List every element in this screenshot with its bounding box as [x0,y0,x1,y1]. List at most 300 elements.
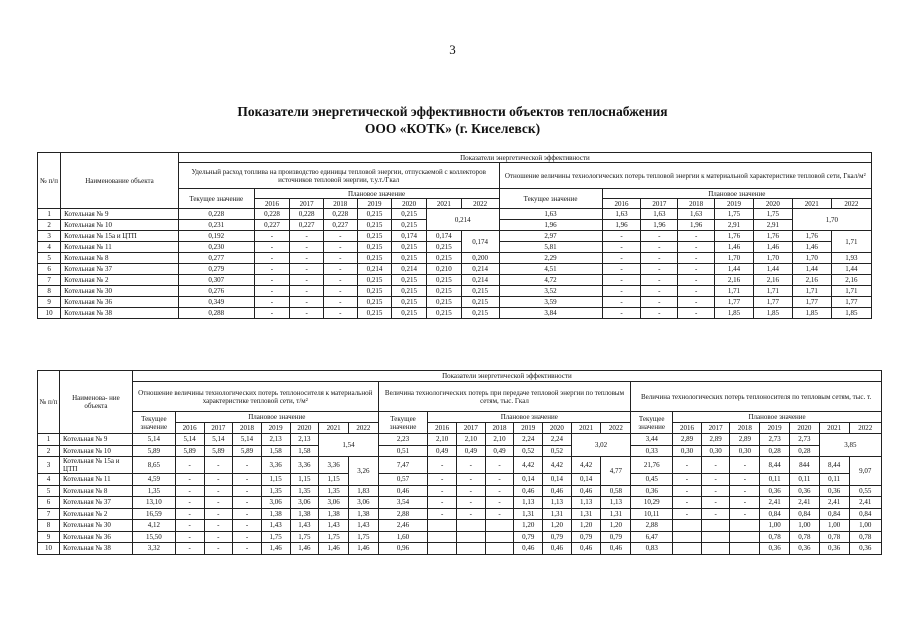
planned-value-cell: 0,227 [290,220,324,231]
current-value-cell: 0,349 [178,297,254,308]
year-header: 2020 [290,423,319,434]
planned-value-cell: 1,85 [753,308,792,319]
year-header: 2022 [601,423,631,434]
merged-value-cell: 0,174 [461,231,499,253]
planned-value-cell: 0,49 [457,445,486,457]
table-row [38,520,882,532]
planned-value-cell: - [290,308,324,319]
row-number: 4 [38,242,61,253]
planned-value-cell: 0,215 [392,253,427,264]
year-header: 2017 [204,423,233,434]
planned-value-cell: 1,85 [715,308,754,319]
planned-value-cell: - [323,242,357,253]
current-value-header: Текущее значение [178,189,254,209]
planned-value-cell: 0,78 [790,531,820,543]
planned-value-cell: - [602,253,641,264]
planned-value-cell: 2,10 [428,434,457,446]
planned-value-cell: 0,36 [819,543,849,555]
planned-value-cell: - [233,520,262,532]
planned-value-header: Плановое значение [175,412,378,423]
planned-value-cell: 0,215 [357,242,392,253]
planned-value-cell: 1,20 [543,520,572,532]
planned-value-cell: 0,14 [514,474,543,486]
current-value-cell: 3,52 [499,286,602,297]
planned-value-header: Плановое значение [254,189,499,199]
object-name: Котельная № 8 [60,485,133,497]
planned-value-cell: - [290,297,324,308]
indicator-header: Отношение величины технологических потерь теплоносителя к материальной характеристике тепловой сети, т/м² [132,382,378,412]
merged-value-cell: 3,02 [571,434,631,457]
planned-value-cell [673,543,702,555]
planned-value-cell: 2,89 [673,434,702,446]
table-row [38,286,872,297]
planned-value-cell: 4,42 [543,457,572,474]
object-name: Котельная № 10 [60,445,133,457]
planned-value-cell: - [678,275,715,286]
planned-value-cell: 2,16 [753,275,792,286]
planned-value-cell: 1,44 [715,264,754,275]
planned-value-cell: 2,41 [760,497,790,509]
planned-value-cell: 1,46 [319,543,349,555]
planned-value-cell: 0,215 [357,231,392,242]
planned-value-cell: 0,174 [427,231,462,242]
planned-value-cell: 0,36 [790,543,820,555]
object-name: Котельная № 2 [61,275,179,286]
year-header: 2016 [428,423,457,434]
current-value-cell: 4,51 [499,264,602,275]
planned-value-cell: 3,36 [290,457,319,474]
current-value-cell: 1,60 [378,531,428,543]
planned-value-header: Плановое значение [428,412,631,423]
planned-value-cell: - [457,474,486,486]
planned-value-cell: 0,215 [427,253,462,264]
planned-value-cell: - [678,264,715,275]
planned-value-cell: - [641,264,678,275]
planned-value-cell: 3,36 [261,457,290,474]
object-name: Котельная № 36 [61,297,179,308]
indicator-header: Удельный расход топлива на производство единицы тепловой энергии, отпускаемой с коллекторов источников тепловой энергии, т.у.т./Гкал [178,163,499,189]
year-header: 2022 [461,199,499,209]
current-value-cell: 0,231 [178,220,254,231]
planned-value-cell: 0,200 [461,253,499,264]
planned-value-cell: 0,52 [543,445,572,457]
current-value-header: Текущее значение [378,412,428,434]
planned-value-cell: 1,96 [678,220,715,231]
planned-value-cell: - [175,531,204,543]
row-number: 5 [38,253,61,264]
planned-value-cell: - [290,242,324,253]
year-header: 2018 [678,199,715,209]
planned-value-cell: 0,46 [601,543,631,555]
planned-value-cell: 1,00 [849,520,881,532]
planned-value-cell: - [204,474,233,486]
current-value-cell: 8,65 [132,457,175,474]
planned-value-cell: 844 [790,457,820,474]
planned-value-cell: 0,49 [485,445,514,457]
row-number: 10 [38,308,61,319]
planned-value-cell: 1,38 [348,508,378,520]
planned-value-cell: 1,20 [601,520,631,532]
planned-value-cell [730,543,760,555]
planned-value-cell: 3,36 [319,457,349,474]
planned-value-cell: 5,89 [233,445,262,457]
planned-value-cell: - [457,457,486,474]
planned-value-cell: 0,79 [601,531,631,543]
planned-value-cell [457,520,486,532]
object-name: Котельная № 11 [60,474,133,486]
planned-value-cell: 1,70 [753,253,792,264]
row-number: 7 [38,275,61,286]
year-header: 2022 [348,423,378,434]
row-number: 5 [38,485,60,497]
year-header: 2020 [392,199,427,209]
row-number: 4 [38,474,60,486]
planned-value-cell: 0,215 [357,209,392,220]
current-value-cell: 7,47 [378,457,428,474]
title-line-1: Показатели энергетической эффективности объектов теплоснабжения [237,104,668,119]
planned-value-cell: - [290,231,324,242]
year-header: 2019 [514,423,543,434]
planned-value-cell [701,543,730,555]
planned-value-cell: 1,75 [753,209,792,220]
planned-value-cell: - [428,497,457,509]
planned-value-cell [485,520,514,532]
planned-value-cell: 1,75 [261,531,290,543]
current-value-cell: 6,47 [631,531,673,543]
planned-value-cell: 0,215 [392,297,427,308]
merged-value-cell: 1,71 [831,231,871,253]
planned-value-cell: 0,215 [357,286,392,297]
current-value-cell: 3,32 [132,543,175,555]
planned-value-cell: 0,46 [514,543,543,555]
planned-value-cell: 1,38 [261,508,290,520]
planned-value-cell: 0,215 [427,242,462,253]
efficiency-table-2 [37,370,882,555]
table-row [38,275,872,286]
header-row [38,371,882,382]
planned-value-cell: - [323,253,357,264]
planned-value-cell: 2,10 [457,434,486,446]
table-row [38,242,872,253]
planned-value-cell: 1,63 [602,209,641,220]
planned-value-cell: 1,00 [760,520,790,532]
planned-value-cell: 0,30 [673,445,702,457]
planned-value-cell: - [428,508,457,520]
planned-value-cell: 0,52 [514,445,543,457]
object-name: Котельная № 37 [61,264,179,275]
planned-value-cell: - [701,508,730,520]
planned-value-cell: - [485,457,514,474]
planned-value-cell: - [641,308,678,319]
planned-value-cell: 0,215 [461,297,499,308]
planned-value-cell: 0,228 [290,209,324,220]
planned-value-cell: 0,214 [357,264,392,275]
current-value-cell: 0,228 [178,209,254,220]
planned-value-cell: 1,71 [715,286,754,297]
planned-value-cell: 0,11 [760,474,790,486]
planned-value-cell: 4,42 [571,457,601,474]
planned-value-cell: 0,215 [357,297,392,308]
planned-value-cell: - [641,275,678,286]
planned-value-cell: - [730,457,760,474]
planned-value-cell: - [602,231,641,242]
merged-value-cell: 4,77 [601,457,631,486]
planned-value-cell: 1,46 [792,242,831,253]
planned-value-cell: - [175,497,204,509]
planned-value-cell: 1,44 [831,264,871,275]
object-name: Котельная № 10 [61,220,179,231]
planned-value-cell: - [204,508,233,520]
planned-value-cell: 3,06 [261,497,290,509]
current-value-cell: 5,89 [132,445,175,457]
year-header: 2020 [753,199,792,209]
planned-value-cell: - [204,485,233,497]
planned-value-cell: - [204,520,233,532]
table-row [38,209,872,220]
current-value-cell: 0,51 [378,445,428,457]
planned-value-cell: 0,215 [427,308,462,319]
planned-value-cell [673,531,702,543]
planned-value-cell [485,531,514,543]
object-name: Котельная № 2 [60,508,133,520]
header-row [38,153,872,163]
planned-value-cell: 0,228 [323,209,357,220]
planned-value-cell: 1,76 [792,231,831,242]
planned-value-cell: 2,16 [792,275,831,286]
current-value-cell: 3,44 [631,434,673,446]
planned-value-cell: 0,215 [392,242,427,253]
current-value-cell: 2,88 [378,508,428,520]
planned-value-cell: 2,91 [715,220,754,231]
planned-value-cell: 0,46 [514,485,543,497]
planned-value-cell: - [323,286,357,297]
planned-value-cell: 1,46 [348,543,378,555]
planned-value-cell: 0,214 [461,264,499,275]
planned-value-cell: - [701,457,730,474]
planned-value-cell: 1,70 [792,253,831,264]
current-value-cell: 10,11 [631,508,673,520]
planned-value-cell: 0,79 [543,531,572,543]
planned-value-cell: - [204,531,233,543]
planned-value-cell: 0,215 [427,297,462,308]
planned-value-cell: 0,30 [701,445,730,457]
planned-value-cell: - [602,286,641,297]
current-value-cell: 5,81 [499,242,602,253]
planned-value-cell: 0,84 [849,508,881,520]
year-header: 2022 [849,423,881,434]
planned-value-cell: 0,215 [357,275,392,286]
planned-value-cell: 0,46 [543,543,572,555]
planned-value-cell: 0,228 [254,209,290,220]
planned-value-cell: 0,36 [819,485,849,497]
planned-value-cell: 1,00 [790,520,820,532]
year-header: 2021 [427,199,462,209]
planned-value-cell: - [602,308,641,319]
planned-value-cell: 8,44 [819,457,849,474]
current-value-cell: 2,46 [378,520,428,532]
planned-value-cell: - [323,231,357,242]
year-header: 2017 [641,199,678,209]
planned-value-cell [428,520,457,532]
planned-value-cell: 0,46 [571,485,601,497]
planned-value-cell: - [233,508,262,520]
planned-value-cell: - [254,231,290,242]
merged-value-cell: 1,54 [319,434,379,457]
planned-value-cell: 0,78 [849,531,881,543]
planned-value-cell: - [602,264,641,275]
row-number: 3 [38,457,60,474]
planned-value-cell: 5,14 [233,434,262,446]
current-value-cell: 0,57 [378,474,428,486]
planned-value-cell: 1,15 [319,474,349,486]
planned-value-cell: 0,46 [543,485,572,497]
planned-value-cell: 5,14 [204,434,233,446]
table-row [38,457,882,474]
planned-value-cell: - [254,286,290,297]
planned-value-cell: - [428,474,457,486]
planned-value-cell: 1,44 [753,264,792,275]
current-value-cell: 16,59 [132,508,175,520]
planned-value-cell: 0,55 [849,485,881,497]
object-name: Котельная № 11 [61,242,179,253]
planned-value-cell: 0,215 [392,220,427,231]
planned-value-cell: - [673,457,702,474]
planned-value-cell: - [730,497,760,509]
column-header-number: № п/п [38,153,61,209]
planned-value-cell: - [730,485,760,497]
planned-value-cell: - [233,531,262,543]
planned-value-cell: 1,83 [348,485,378,497]
planned-value-cell: 0,11 [819,474,849,486]
planned-value-cell: - [602,242,641,253]
planned-value-cell: - [673,508,702,520]
object-name: Котельная № 38 [61,308,179,319]
merged-value-cell: 9,07 [849,457,881,486]
planned-value-cell: 1,35 [261,485,290,497]
planned-value-cell: 0,84 [760,508,790,520]
table-row [38,264,872,275]
planned-value-cell: 1,63 [678,209,715,220]
planned-value-cell: - [254,308,290,319]
planned-value-cell: - [485,485,514,497]
planned-value-cell [701,531,730,543]
current-value-cell: 10,29 [631,497,673,509]
merged-value-cell: 3,26 [348,457,378,486]
row-number: 7 [38,508,60,520]
planned-value-cell: 0,28 [790,445,820,457]
current-value-cell: 0,192 [178,231,254,242]
planned-value-cell: - [233,485,262,497]
object-name: Котельная № 36 [60,531,133,543]
year-header: 2018 [323,199,357,209]
planned-value-cell: 2,24 [543,434,572,446]
planned-value-cell: 0,215 [392,275,427,286]
merged-value-cell: 1,70 [792,209,871,231]
year-header: 2017 [701,423,730,434]
current-value-cell: 1,35 [132,485,175,497]
planned-value-cell: 1,85 [831,308,871,319]
planned-value-cell: 1,96 [641,220,678,231]
planned-value-cell: 0,227 [323,220,357,231]
current-value-cell: 0,307 [178,275,254,286]
object-name: Котельная № 38 [60,543,133,555]
planned-value-cell: - [290,264,324,275]
planned-value-cell: 2,13 [290,434,319,446]
planned-value-cell: 3,06 [290,497,319,509]
planned-value-cell: 1,93 [831,253,871,264]
planned-value-cell: - [290,253,324,264]
planned-value-cell: 1,46 [753,242,792,253]
current-value-cell: 4,12 [132,520,175,532]
planned-value-cell: - [701,497,730,509]
document-title [0,103,905,137]
planned-value-cell [457,543,486,555]
planned-value-cell: 1,35 [290,485,319,497]
planned-value-cell: 0,49 [428,445,457,457]
planned-value-cell: 1,75 [319,531,349,543]
table-row [38,434,882,446]
planned-value-cell: - [290,286,324,297]
planned-value-cell: 2,24 [514,434,543,446]
planned-value-header: Плановое значение [673,412,882,423]
planned-value-cell [457,531,486,543]
object-name: Котельная № 9 [61,209,179,220]
planned-value-cell: - [730,474,760,486]
planned-value-cell: 0,215 [427,286,462,297]
planned-value-cell: 1,75 [348,531,378,543]
year-header: 2020 [790,423,820,434]
planned-value-cell: - [641,286,678,297]
planned-value-cell: - [485,508,514,520]
header-row [38,412,882,423]
planned-value-cell: 0,11 [790,474,820,486]
planned-value-cell: 1,35 [319,485,349,497]
current-value-cell: 0,83 [631,543,673,555]
planned-value-cell: 4,42 [514,457,543,474]
planned-value-cell: - [323,264,357,275]
table-row [38,308,872,319]
row-number: 8 [38,286,61,297]
planned-value-cell: 3,06 [319,497,349,509]
planned-value-header: Плановое значение [602,189,871,199]
current-value-cell: 0,46 [378,485,428,497]
planned-value-cell: 0,36 [849,543,881,555]
current-value-cell: 0,36 [631,485,673,497]
planned-value-cell: 1,38 [319,508,349,520]
planned-value-cell: - [290,275,324,286]
table-row [38,297,872,308]
planned-value-cell: - [678,242,715,253]
planned-value-cell: 2,41 [819,497,849,509]
planned-value-cell: 0,84 [790,508,820,520]
current-value-cell: 2,29 [499,253,602,264]
planned-value-cell: 1,20 [571,520,601,532]
year-header: 2021 [792,199,831,209]
planned-value-cell: 1,13 [601,497,631,509]
planned-value-cell: 0,215 [427,275,462,286]
year-header: 2021 [319,423,349,434]
planned-value-cell: 0,79 [571,531,601,543]
planned-value-cell: 1,96 [602,220,641,231]
planned-value-cell: - [254,275,290,286]
year-header: 2019 [760,423,790,434]
planned-value-cell [428,531,457,543]
planned-value-cell: 1,77 [715,297,754,308]
planned-value-cell: - [457,508,486,520]
planned-value-cell: - [485,497,514,509]
planned-value-cell: - [701,485,730,497]
planned-value-cell: 1,71 [831,286,871,297]
